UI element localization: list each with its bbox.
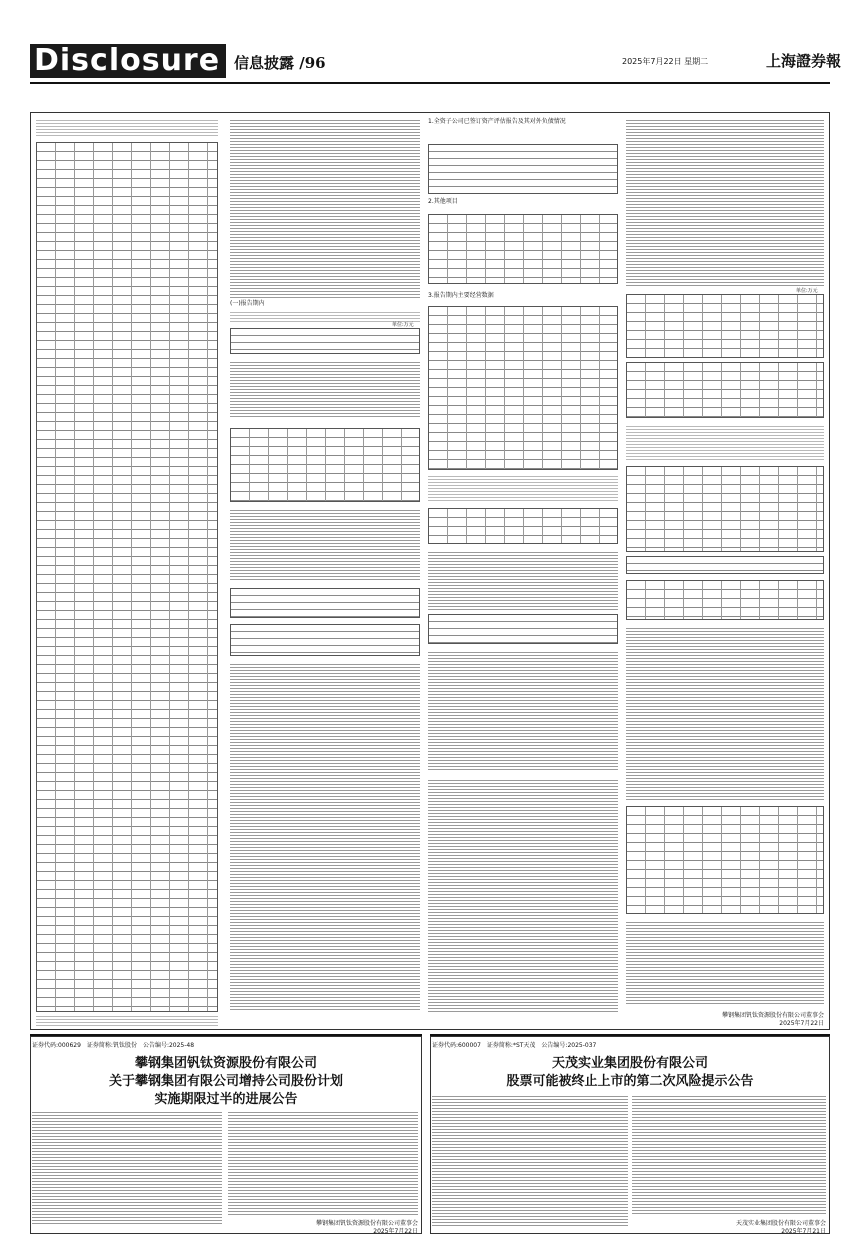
masthead-logo: Disclosure <box>30 44 226 78</box>
column4-table-6 <box>626 806 824 914</box>
column3-table-3 <box>428 306 618 470</box>
ad-right-code-line: 证券代码:600007 证券简称:*ST天茂 公告编号:2025-037 <box>432 1042 597 1049</box>
ad-right-title: 股票可能被终止上市的第二次风险提示公告 <box>506 1074 754 1089</box>
ad-right-sign: 天茂实业集团股份有限公司董事会 <box>735 1220 826 1227</box>
ad-left-code-line: 证券代码:000629 证券简称:钒钛股份 公告编号:2025-48 <box>32 1042 195 1049</box>
main-notice-sign: 攀钢集团钒钛资源股份有限公司董事会 <box>721 1012 824 1019</box>
column3-heading-1: 1.全资子公司已签订资产评估报告及其对外负债情况 <box>428 118 566 125</box>
column4-text-block-1 <box>626 118 824 286</box>
ad-left-date: 2025年7月22日 <box>373 1228 418 1235</box>
column3-table-1 <box>428 144 618 194</box>
column4-table-4 <box>626 556 824 574</box>
column3-text-block-2 <box>428 550 618 610</box>
column2-unit-1: 单位:万元 <box>392 322 414 328</box>
column2-table-3 <box>230 588 420 618</box>
column4-unit-1: 单位:万元 <box>796 288 818 294</box>
column4-text-block-2 <box>626 424 824 460</box>
top-rule <box>30 82 830 84</box>
column3-table-4 <box>428 508 618 544</box>
column3-text-block-3 <box>428 650 618 770</box>
ad-left-sign: 攀钢集团钒钛资源股份有限公司董事会 <box>315 1220 418 1227</box>
column3-table-2 <box>428 214 618 284</box>
column2-text-block-1b <box>230 310 420 322</box>
ad-left-title-2: 实施期限过半的进展公告 <box>154 1092 298 1107</box>
column2-text-block-4 <box>230 662 420 1012</box>
column2-table-2 <box>230 428 420 502</box>
ad-right-company: 天茂实业集团股份有限公司 <box>551 1056 708 1071</box>
column1-long-table <box>36 142 218 1012</box>
issue-info: 2025年7月22日 星期二 <box>622 57 709 66</box>
column3-text-block-4 <box>428 778 618 1012</box>
column3-heading-2: 2.其他项目 <box>428 198 458 205</box>
column4-table-2 <box>626 362 824 418</box>
main-notice-date: 2025年7月22日 <box>779 1020 824 1027</box>
column2-text-block-3 <box>230 508 420 580</box>
paper-name: 上海證券報 <box>766 52 842 70</box>
column3-table-5 <box>428 614 618 644</box>
column2-heading-1: (一)报告期内 <box>230 300 265 307</box>
column2-text-block-2 <box>230 360 420 418</box>
column4-text-block-3 <box>626 626 824 802</box>
column2-table-4 <box>230 624 420 656</box>
column1-table-note <box>36 1014 218 1026</box>
ad-left-title-1: 关于攀钢集团有限公司增持公司股份计划 <box>108 1074 343 1089</box>
ad-left-company: 攀钢集团钒钛资源股份有限公司 <box>134 1056 317 1071</box>
ad-left-frame <box>30 1036 422 1234</box>
section-title: 信息披露 /96 <box>234 54 326 72</box>
column1-intro-text <box>36 118 218 138</box>
column2-text-block-1 <box>230 118 420 298</box>
column2-table-1 <box>230 328 420 354</box>
column4-table-1 <box>626 294 824 358</box>
ad-right-date: 2025年7月21日 <box>781 1228 826 1235</box>
column4-text-block-4 <box>626 920 824 1004</box>
column3-heading-3: 3.报告期内主要经营数据 <box>428 292 494 299</box>
column3-text-block-1 <box>428 474 618 502</box>
column4-table-3 <box>626 466 824 552</box>
ad-right-frame <box>430 1036 830 1234</box>
column4-table-5 <box>626 580 824 620</box>
